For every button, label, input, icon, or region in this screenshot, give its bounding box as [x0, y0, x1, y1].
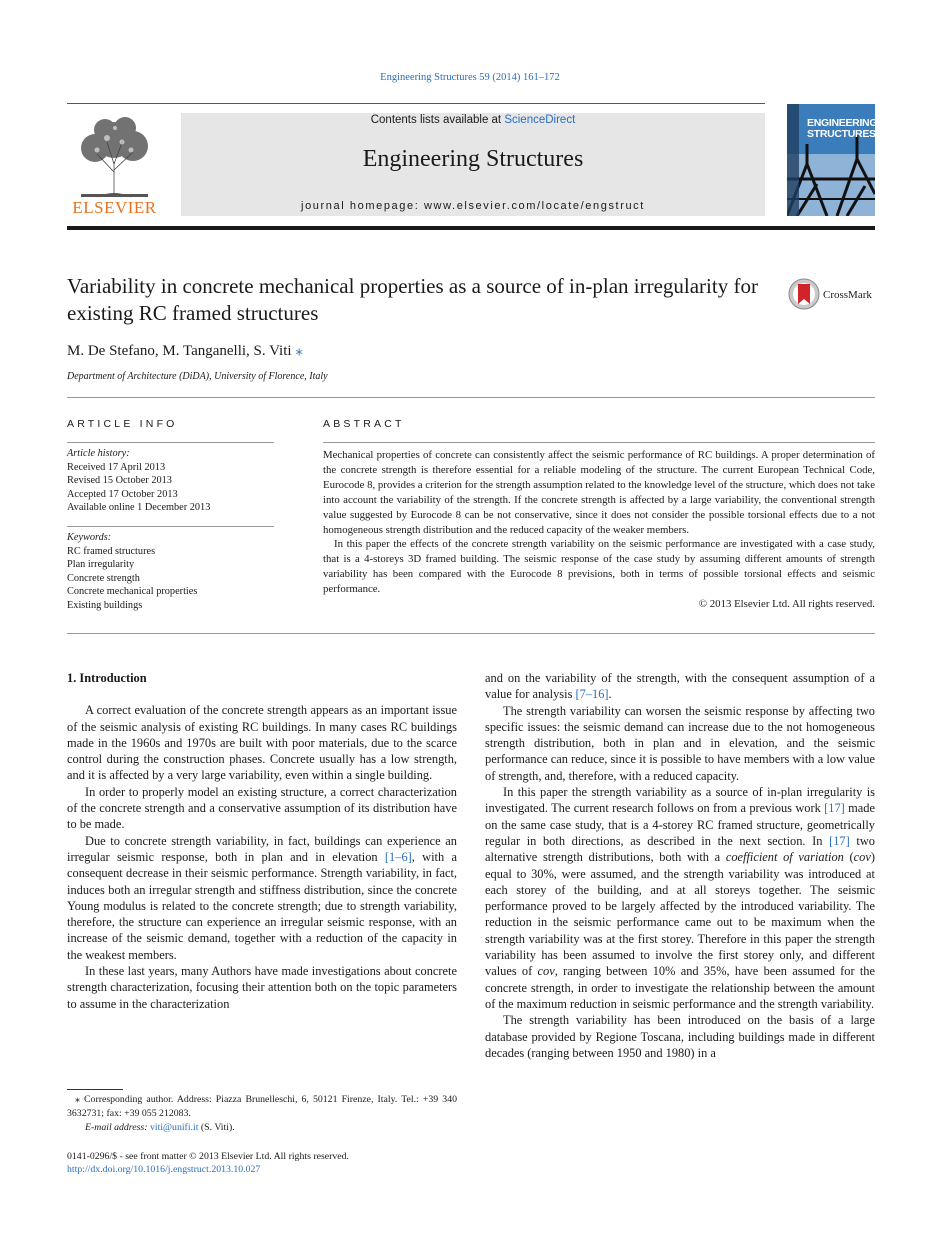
sciencedirect-link[interactable]: ScienceDirect	[504, 114, 576, 126]
affiliation: Department of Architecture (DiDA), University of Florence, Italy	[67, 371, 328, 382]
cover-title	[807, 118, 877, 140]
keywords	[67, 531, 277, 612]
doi-link[interactable]: http://dx.doi.org/10.1016/j.engstruct.2013.10.027	[67, 1164, 261, 1175]
citation-link[interactable]: [17]	[829, 833, 850, 848]
keywords-rule	[67, 526, 274, 527]
journal-homepage	[181, 200, 765, 212]
info-rule	[67, 442, 274, 443]
emphasis: cov	[537, 964, 555, 979]
homepage-prefix: journal homepage:	[301, 200, 425, 212]
history-online: Available online 1 December 2013	[67, 502, 211, 513]
author-names: M. De Stefano, M. Tanganelli, S. Viti	[67, 343, 292, 359]
contents-line	[181, 114, 765, 126]
corresponding-author-mark[interactable]: ⁎	[295, 343, 303, 359]
history-revised: Revised 15 October 2013	[67, 475, 172, 486]
section-heading: 1. Introduction	[67, 671, 147, 685]
crossmark-label[interactable]: CrossMark	[823, 289, 872, 301]
header-thick-rule	[67, 226, 875, 230]
footnote	[67, 1093, 457, 1135]
crossmark-icon[interactable]	[788, 278, 820, 310]
abstract-heading: ABSTRACT	[323, 418, 405, 430]
body-paragraph	[67, 833, 457, 963]
emphasis: cov	[853, 850, 871, 865]
body-paragraph	[485, 670, 875, 703]
cover-title-line1: ENGINEERING	[807, 117, 878, 129]
text-run: , ranging between 10% and 35%, have been assumed for the concrete strength, in order to investigate the relationship between the amount of the maximum reduction in seismic performance and the strength variability.	[485, 964, 875, 1011]
front-matter	[67, 1150, 567, 1176]
keyword: Plan irregularity	[67, 559, 135, 570]
contents-prefix: Contents lists available at	[370, 114, 505, 126]
keywords-label: Keywords:	[67, 532, 112, 543]
citation-link[interactable]: [1–6]	[384, 849, 412, 864]
authors	[67, 341, 303, 360]
body-right-column	[485, 670, 875, 1061]
body-paragraph: A correct evaluation of the concrete strength appears as an important issue of the seismic analysis of existing RC buildings. In many cases RC buildings made in the 1960s and 1970s are built with poor materials, due to the scarce control during the construction phases. Concrete usually has a low strength, and it is affected by a very large variability, even within a single building.	[67, 703, 457, 783]
body-left-column	[67, 670, 457, 1012]
homepage-url-link[interactable]: www.elsevier.com/locate/engstruct	[424, 200, 645, 212]
citation-link[interactable]: [17]	[824, 801, 845, 816]
keyword: Existing buildings	[67, 599, 143, 611]
footnote-text: Corresponding author. Address: Piazza Brunelleschi, 6, 50121 Firenze, Italy. Tel.: +39 340 3632731; fax: +39 055 212083.	[67, 1094, 457, 1119]
text-run: two alternative strength distributions, both with a	[485, 833, 875, 865]
text-run: Due to concrete strength variability, in fact, buildings can experience an irregular seismic response, both in plan and in elevation	[67, 833, 457, 864]
text-run: , with a consequent decrease in their seismic performance. Strength variability, in fact, induces both an irregular strength and stiffness distribution, since the concrete Young modulus is related to the concrete strength; due to strength variability, therefore, the structure can experience an irregular seismic response, with an increase of the seismic demand, together with a reduction of the capacity in the weakest members.	[67, 849, 457, 962]
history-label: Article history:	[67, 448, 130, 459]
text-run: In this paper the strength variability as a source of in-plan irregularity is investigated. The current research follows on from a previous work	[485, 785, 875, 816]
footnote-mark: ⁎	[75, 1094, 80, 1105]
keyword: Concrete strength	[67, 572, 140, 584]
text-run: ) equal to 30%, were assumed, and the strength variability was introduced at each storey of the building, and at all storeys together. The seismic performance proved to be largely affected by the introduced variability. The reduction in the seismic performance came out to be maximum when the strength variability was at the first storey. Therefore in this paper the strength variability has been assumed to involve the first storey only, and different values of	[485, 850, 875, 979]
abstract-copyright: © 2013 Elsevier Ltd. All rights reserved.	[698, 598, 875, 611]
article-info-heading: ARTICLE INFO	[67, 418, 178, 430]
keyword: RC framed structures	[67, 545, 156, 557]
keyword: Concrete mechanical properties	[67, 586, 198, 597]
issn-line: 0141-0296/$ - see front matter © 2013 Elsevier Ltd. All rights reserved.	[67, 1151, 349, 1162]
body-paragraph: In these last years, many Authors have made investigations about concrete strength characterization, focusing their attention both on the topic parameters to assume in the characterization	[67, 964, 457, 1011]
text-run: (	[843, 850, 854, 865]
body-paragraph: In order to properly model an existing structure, a correct characterization of the concrete strength and a conservative assumption of its distribution have to be made.	[67, 784, 457, 832]
article-title: Variability in concrete mechanical properties as a source of in-plan irregularity for existing RC framed structures	[67, 274, 758, 325]
text-run: and on the variability of the strength, with the consequent assumption of a value for analysis	[485, 671, 875, 702]
history-received: Received 17 April 2013	[67, 461, 166, 473]
text-run: made on the same case study, that is a 4-storey RC framed structure, geometrically regular in both directions, as described in the next section. In	[485, 801, 875, 848]
body-paragraph: The strength variability can worsen the seismic response by affecting two specific issues: the seismic demand can increase due to the not homogeneous strength distribution, both in plan and in elevation, and the seismic performance can reduce, since it is possible to have members with a low value of strength, and, therefore, with a reduced capacity.	[485, 703, 875, 783]
body-paragraph	[485, 784, 875, 1012]
article-history	[67, 447, 277, 515]
section-rule	[67, 397, 875, 398]
journal-title: Engineering Structures	[362, 146, 584, 172]
cover-title-line2: STRUCTURES	[807, 128, 876, 140]
abstract-paragraph: Mechanical properties of concrete can consistently affect the seismic performance of RC buildings. A proper determination of the concrete strength is therefore essential for a reliable modeling of the structure. The current European Technical Code, Eurocode 8, provides a criterion for the strength assumption related to the knowledge level of the structure, which does not take into account the variability of the strength. If the concrete strength is affected by a large variability, the conventional strength value suggested by Eurocode 8 can be not conservative, since it does not consider the possible torsional effects due to a not homogeneous strength distribution and the reduced capacity of the weaker members.	[323, 449, 875, 536]
history-accepted: Accepted 17 October 2013	[67, 488, 178, 500]
header-rule	[67, 103, 765, 104]
email-suffix: (S. Viti).	[198, 1122, 235, 1133]
abstract-rule	[323, 442, 875, 443]
abstract	[323, 448, 875, 612]
email-label: E-mail address:	[85, 1122, 150, 1133]
text-run: .	[608, 687, 612, 702]
abstract-paragraph: In this paper the effects of the concrete strength variability on the seismic performance are investigated with a case study, that is a 4-storeys 3D framed building. The seismic response of the case study by assuming different amounts of strength variability has been compared with the Eurocode 8 previsions, both in terms of possible torsional effects and seismic performance.	[323, 538, 875, 596]
email-link[interactable]: viti@unifi.it	[149, 1122, 199, 1133]
journal-reference[interactable]: Engineering Structures 59 (2014) 161–172	[380, 72, 560, 83]
citation-link[interactable]: [7–16]	[575, 687, 609, 702]
body-paragraph: The strength variability has been introduced on the basis of a large database provided by Regione Toscana, including buildings made in different decades (ranging between 1950 and 1980) in a	[485, 1013, 875, 1060]
emphasis: coefficient of variation	[725, 850, 844, 865]
elsevier-wordmark: ELSEVIER	[72, 198, 157, 217]
footnote-rule	[67, 1089, 123, 1090]
abstract-bottom-rule	[67, 633, 875, 634]
